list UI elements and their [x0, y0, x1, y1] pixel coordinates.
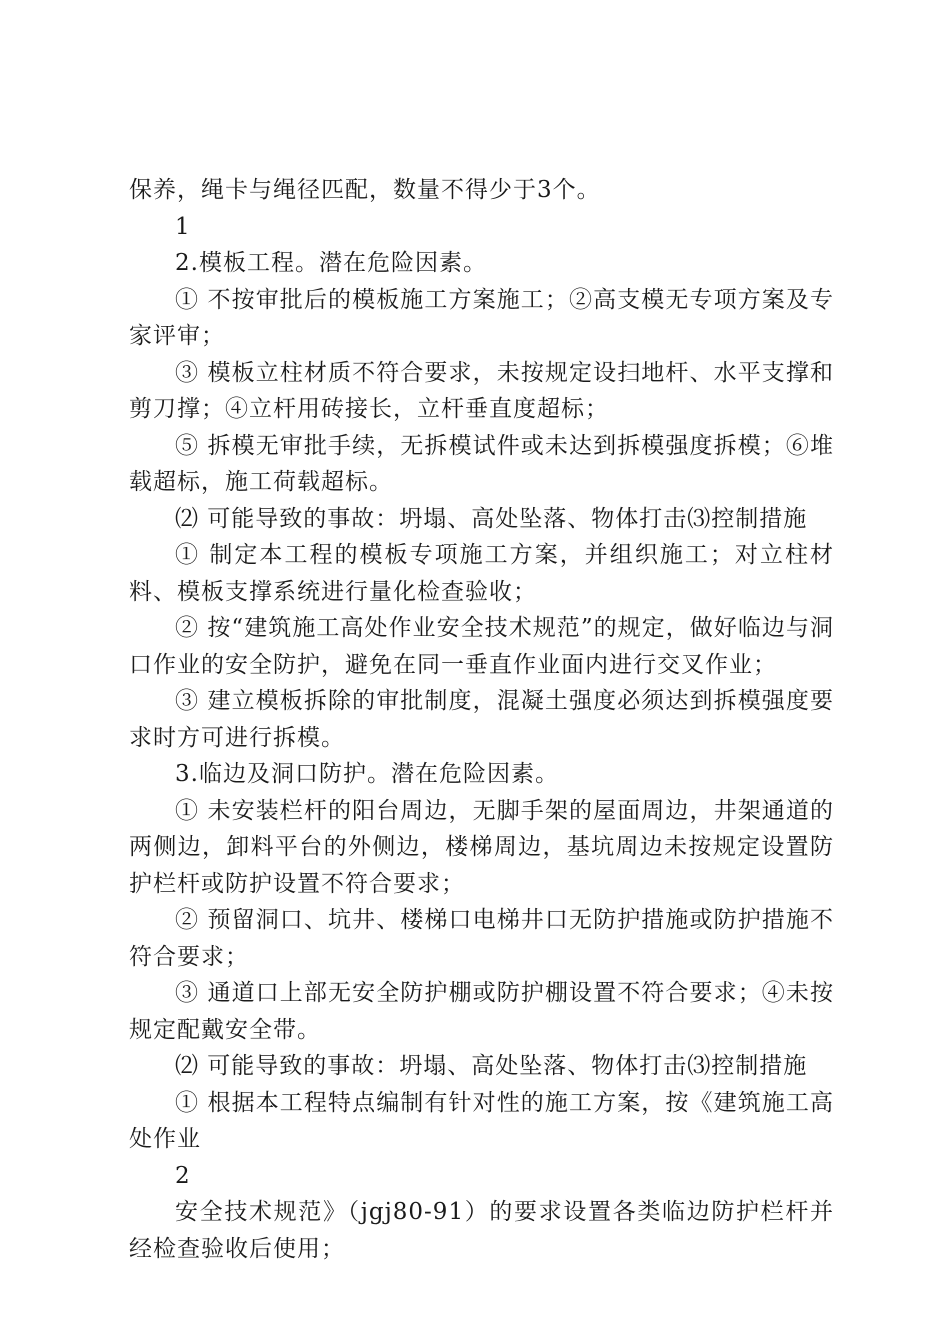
section-heading-edge-protection: 3.临边及洞口防护。潜在危险因素。 [175, 761, 559, 787]
paragraph-16: ① 根据本工程特点编制有针对性的施工方案，按《建筑施工高处作业 [129, 1089, 834, 1152]
page-number-1: 1 [175, 213, 191, 240]
paragraph-6: ⑤ 拆模无审批手续，无拆模试件或未达到拆模强度拆模；⑥堆载超标，施工荷载超标。 [129, 432, 834, 495]
paragraph-9: ② 按“建筑施工高处作业安全技术规范”的规定，做好临边与洞口作业的安全防护，避免在同一垂直作业面内进行交叉作业； [129, 615, 834, 678]
paragraph-1: 保养，绳卡与绳径匹配，数量不得少于3个。 [129, 177, 601, 203]
paragraph-15: ⑵ 可能导致的事故：坍塌、高处坠落、物体打击⑶控制措施 [175, 1053, 808, 1079]
paragraph-5: ③ 模板立柱材质不符合要求，未按规定设扫地杆、水平支撑和剪刀撑；④立杆用砖接长，立杆垂直度超标； [129, 359, 834, 422]
paragraph-8: ① 制定本工程的模板专项施工方案，并组织施工；对立柱材料、模板支撑系统进行量化检查验收； [129, 542, 834, 605]
paragraph-10: ③ 建立模板拆除的审批制度，混凝土强度必须达到拆模强度要求时方可进行拆模。 [129, 688, 834, 751]
paragraph-18: 安全技术规范》（jgj80-91）的要求设置各类临边防护栏杆并经检查验收后使用； [129, 1199, 834, 1262]
paragraph-4: ① 不按审批后的模板施工方案施工；②高支模无专项方案及专家评审； [129, 286, 834, 349]
paragraph-14: ③ 通道口上部无安全防护棚或防护棚设置不符合要求；④未按规定配戴安全带。 [129, 980, 834, 1043]
paragraph-12: ① 未安装栏杆的阳台周边，无脚手架的屋面周边，井架通道的两侧边，卸料平台的外侧边，楼梯周边，基坑周边未按规定设置防护栏杆或防护设置不符合要求； [129, 797, 834, 897]
section-heading-formwork: 2.模板工程。潜在危险因素。 [175, 250, 487, 276]
paragraph-13: ② 预留洞口、坑井、楼梯口电梯井口无防护措施或防护措施不符合要求； [129, 907, 834, 970]
document-body [129, 172, 834, 1267]
page-number-2: 2 [175, 1162, 191, 1189]
paragraph-7: ⑵ 可能导致的事故：坍塌、高处坠落、物体打击⑶控制措施 [175, 505, 808, 532]
